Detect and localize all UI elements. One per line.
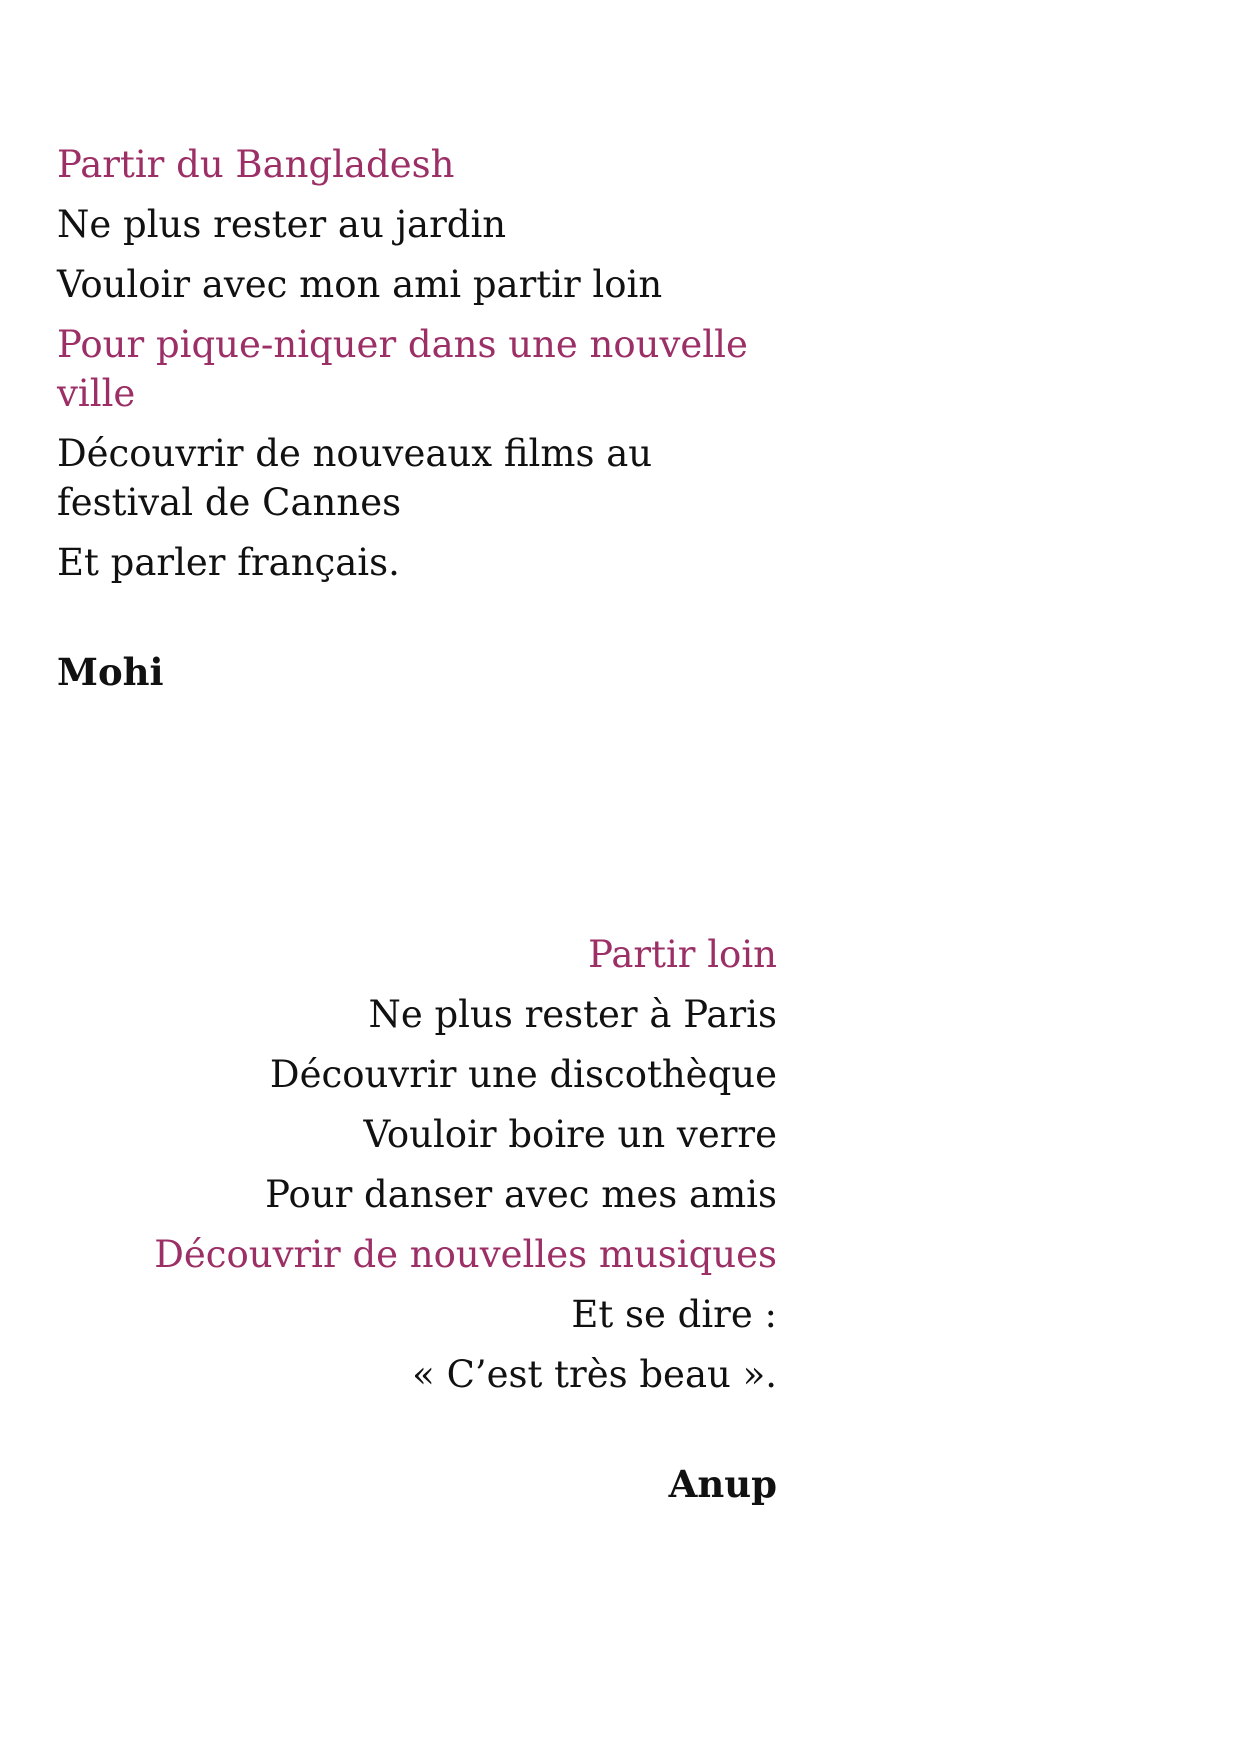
poem-anup [57,930,777,1509]
poem-line: Vouloir avec mon ami partir loin [57,263,663,306]
poem-line: Partir loin [588,933,777,976]
poem-line: Partir du Bangladesh [57,143,455,186]
poem-line: Et se dire : [571,1293,777,1336]
poem-line: Ne plus rester à Paris [368,993,777,1036]
poem-line: Découvrir de nouvelles musiques [154,1233,777,1276]
poem-line: Et parler français. [57,541,400,584]
poem-line: Pour danser avec mes amis [265,1173,777,1216]
poem-line: Vouloir boire un verre [363,1113,777,1156]
poem-line: Découvrir une discothèque [269,1053,777,1096]
poem-line: Ne plus rester au jardin [57,203,507,246]
poem-author: Anup [668,1462,777,1506]
poem-mohi [57,140,777,697]
poem-line: Découvrir de nouveaux films au festival de Cannes [57,432,653,524]
poem-author: Mohi [57,650,164,694]
poem-line: Pour pique-niquer dans une nouvelle ville [57,323,748,415]
poem-line: « C’est très beau ». [412,1353,777,1396]
